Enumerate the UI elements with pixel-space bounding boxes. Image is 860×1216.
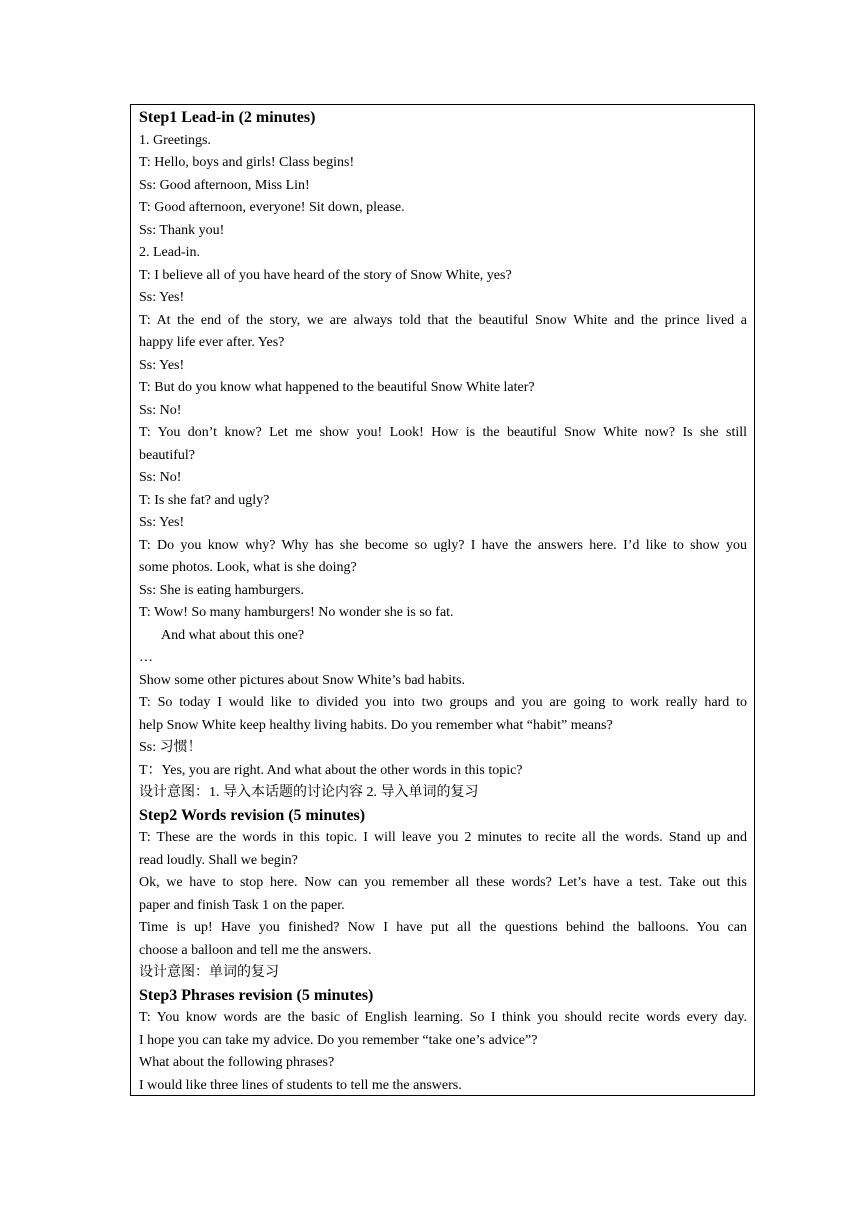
text-line: 1. Greetings. (139, 132, 211, 148)
step-heading: Step3 Phrases revision (5 minutes) (139, 986, 374, 1004)
text-line: T: Good afternoon, everyone! Sit down, please. (139, 200, 405, 215)
text-line: Ss: Thank you! (139, 222, 225, 238)
step-heading: Step1 Lead-in (2 minutes) (139, 109, 316, 126)
text-line: T: You don’t know? Let me show you! Look! How is the beautiful Snow White now? Is she still (139, 425, 747, 440)
text-line: Ss: No! (139, 402, 182, 418)
text-line: 2. Lead-in. (139, 245, 201, 260)
text-line: T: Wow! So many hamburgers! No wonder she is so fat. (139, 605, 454, 620)
text-line: Ss: 习惯！ (139, 740, 202, 755)
text-line: choose a balloon and tell me the answers. (139, 942, 372, 958)
text-line: T: At the end of the story, we are always told that the beautiful Snow White and the prince lived a (139, 312, 747, 328)
text-line: T: Do you know why? Why has she become so ugly? I have the answers here. I’d like to show you (139, 537, 747, 553)
text-line: Time is up! Have you finished? Now I have put all the questions behind the balloons. You can (139, 920, 747, 935)
text-line: Ss: No! (139, 470, 182, 485)
text-line: Ss: Yes! (139, 515, 185, 530)
text-line: T: These are the words in this topic. I will leave you 2 minutes to recite all the words. Stand up and (139, 830, 747, 845)
text-line: And what about this one? (161, 627, 305, 643)
text-line: read loudly. Shall we begin? (139, 852, 298, 868)
text-line: T：Yes, you are right. And what about the other words in this topic? (139, 762, 523, 778)
text-line: beautiful? (139, 447, 195, 463)
text-line: happy life ever after. Yes? (139, 335, 285, 350)
text-line: T: But do you know what happened to the beautiful Snow White later? (139, 380, 535, 395)
text-line: T: I believe all of you have heard of the story of Snow White, yes? (139, 267, 512, 283)
text-line: What about the following phrases? (139, 1055, 335, 1070)
text-line: 设计意图：单词的复习 (139, 965, 279, 980)
text-line: 设计意图：1. 导入本话题的讨论内容 2. 导入单词的复习 (139, 785, 479, 800)
text-line: help Snow White keep healthy living habits. Do you remember what “habit” means? (139, 717, 613, 733)
text-line: Ss: She is eating hamburgers. (139, 582, 305, 598)
text-line: Ss: Yes! (139, 357, 185, 373)
text-line: I hope you can take my advice. Do you remember “take one’s advice”? (139, 1032, 538, 1048)
text-line: Ss: Yes! (139, 290, 185, 305)
text-line: Ok, we have to stop here. Now can you remember all these words? Let’s have a test. Take out this (139, 875, 747, 890)
text-line: some photos. Look, what is she doing? (139, 560, 357, 575)
text-line: T: Hello, boys and girls! Class begins! (139, 155, 355, 170)
text-line: I would like three lines of students to tell me the answers. (139, 1077, 462, 1093)
lesson-plan-table-cell (130, 104, 755, 1096)
text-line: T: You know words are the basic of English learning. So I think you should recite words every day. (139, 1010, 747, 1025)
text-line: Show some other pictures about Snow White’s bad habits. (139, 672, 465, 688)
text-line: T: So today I would like to divided you into two groups and you are going to work really hard to (139, 695, 747, 710)
text-line: T: Is she fat? and ugly? (139, 492, 270, 508)
text-line: Ss: Good afternoon, Miss Lin! (139, 177, 310, 193)
text-line: paper and finish Task 1 on the paper. (139, 897, 345, 913)
step-heading: Step2 Words revision (5 minutes) (139, 806, 366, 824)
text-line: … (139, 650, 153, 665)
